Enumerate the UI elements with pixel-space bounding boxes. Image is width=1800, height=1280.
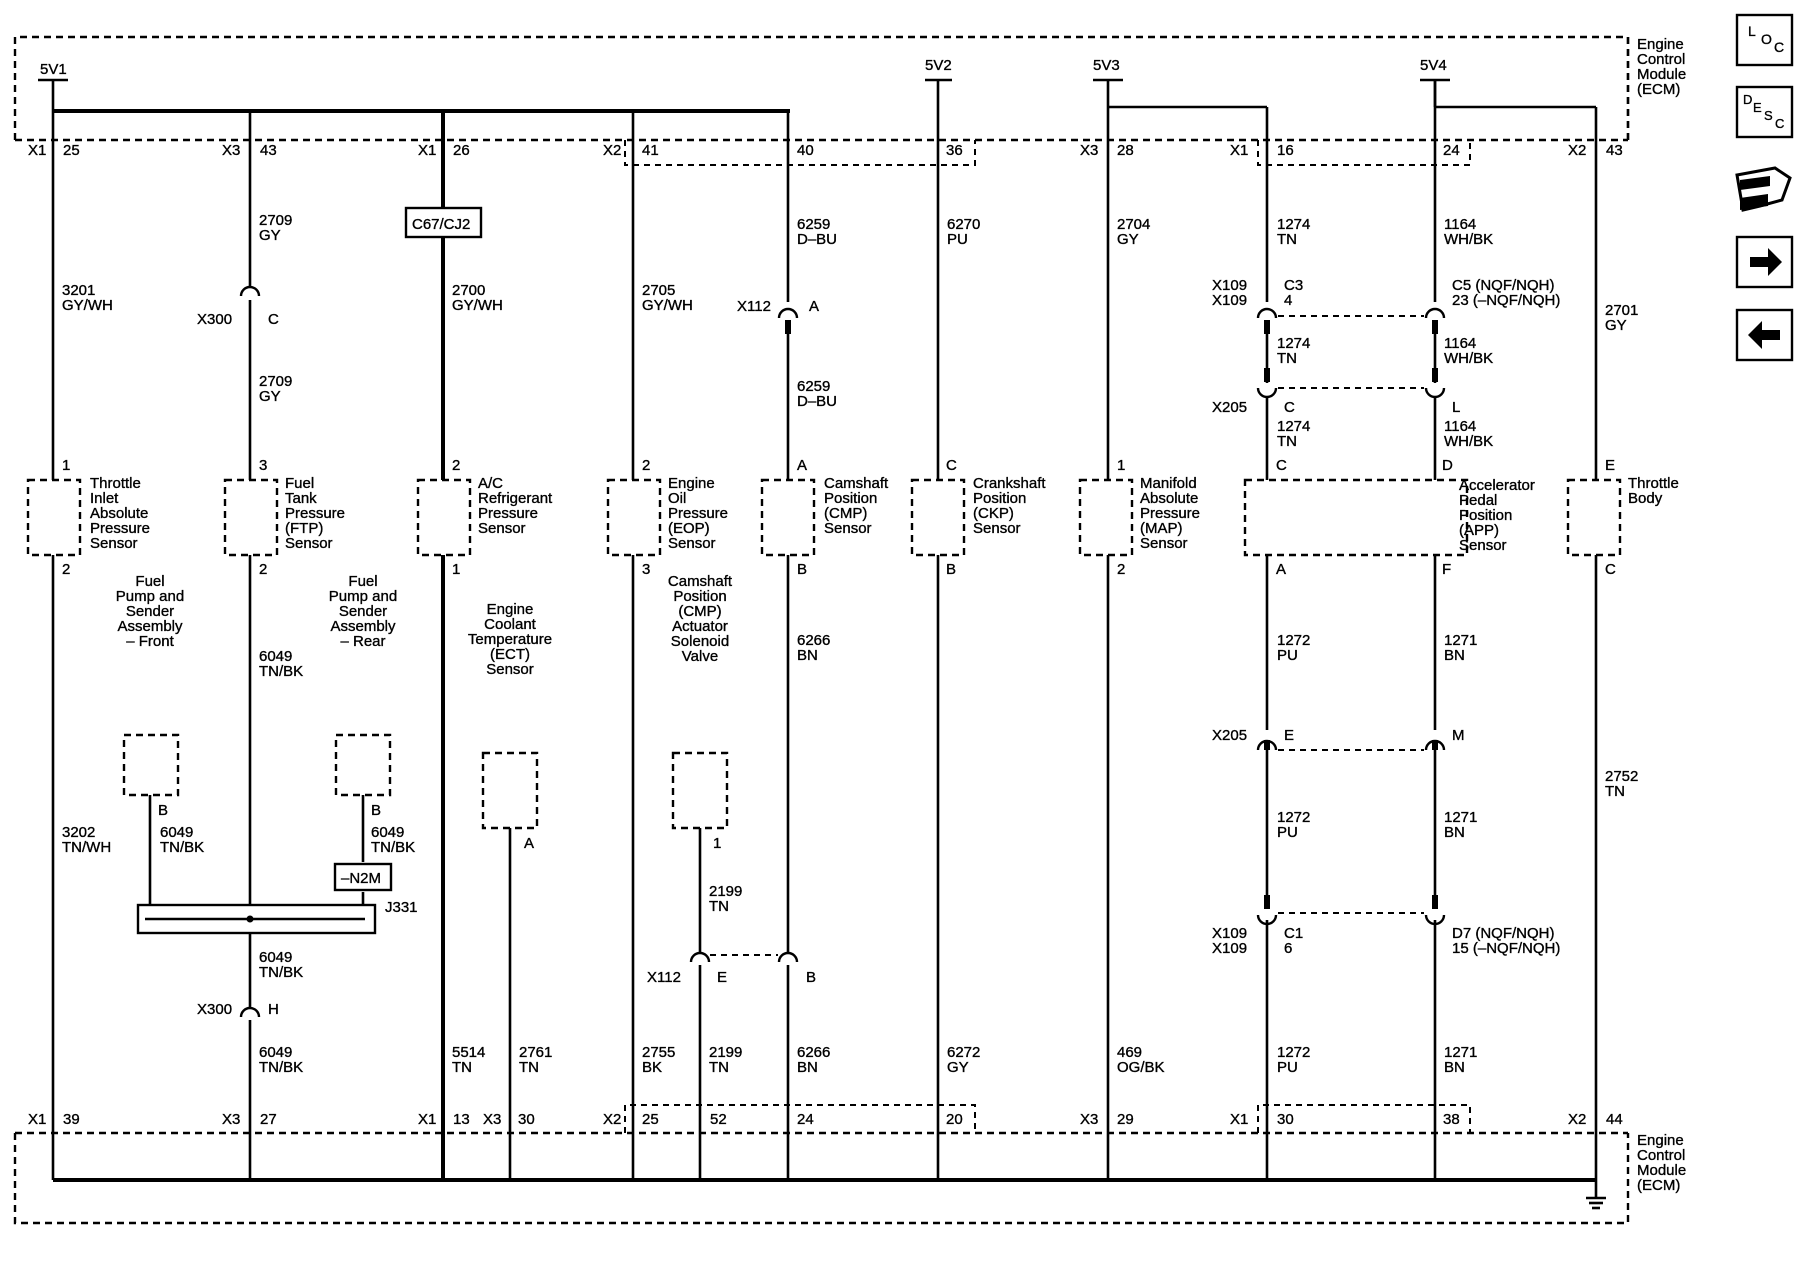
component-top-pin-7-1: D bbox=[1442, 457, 1453, 474]
bottom-pin-3: 30 bbox=[518, 1111, 535, 1128]
wire-label-29: 1271 BN bbox=[1444, 632, 1478, 664]
ecm-label-top: Engine Control Module (ECM) bbox=[1637, 36, 1687, 98]
top-conn-1: X3 bbox=[222, 142, 241, 159]
desc-button-d: D bbox=[1743, 92, 1753, 107]
wire-label-35: 2755 BK bbox=[642, 1044, 676, 1076]
top-pin-9: 43 bbox=[1606, 142, 1623, 159]
desc-button-c: C bbox=[1775, 116, 1785, 131]
wire-label-9: 1274 TN bbox=[1277, 216, 1311, 248]
wire-label-6: 6259 D–BU bbox=[797, 378, 838, 410]
bottom-conn-8: X3 bbox=[1080, 1111, 1099, 1128]
bottom-pin-1: 27 bbox=[260, 1111, 277, 1128]
bottom-conn-4: X2 bbox=[603, 1111, 622, 1128]
component-top-pin-8: E bbox=[1605, 457, 1616, 474]
connector-label-11: E bbox=[1284, 727, 1295, 744]
wire-label-26: 1272 PU bbox=[1277, 632, 1311, 664]
wire-label-0: 3201 GY/WH bbox=[62, 282, 113, 314]
splice-j331-label: J331 bbox=[385, 899, 418, 916]
component-bottom-pin-1: 2 bbox=[259, 561, 268, 578]
ecm-label-bottom: Engine Control Module (ECM) bbox=[1637, 1132, 1687, 1194]
connector-label-13: X109 X109 bbox=[1212, 925, 1248, 957]
top-pin-4: 40 bbox=[797, 142, 814, 159]
wire-label-14: 1164 WH/BK bbox=[1444, 418, 1494, 450]
wire-label-4: 2705 GY/WH bbox=[642, 282, 693, 314]
inline-connectors bbox=[241, 287, 1444, 1017]
loc-button-l: L bbox=[1748, 23, 1756, 39]
connector-label-9: L bbox=[1452, 399, 1461, 416]
component-top-pin-4: A bbox=[797, 457, 808, 474]
top-conn-3: X2 bbox=[603, 142, 622, 159]
bottom-pin-5: 52 bbox=[710, 1111, 727, 1128]
component-name-1: Fuel Tank Pressure (FTP) Sensor bbox=[285, 475, 346, 552]
component-bottom-pin-6: 2 bbox=[1117, 561, 1126, 578]
lower-component-pin-0: B bbox=[158, 802, 169, 819]
connector-label-19: E bbox=[717, 969, 728, 986]
connector-icon bbox=[1737, 168, 1790, 210]
wire-label-16: 3202 TN/WH bbox=[62, 824, 112, 856]
connector-label-5: C3 4 bbox=[1284, 277, 1304, 309]
bottom-pin-2: 13 bbox=[453, 1111, 470, 1128]
next-button[interactable] bbox=[1737, 237, 1792, 287]
bottom-conn-11: X2 bbox=[1568, 1111, 1587, 1128]
top-pin-8: 24 bbox=[1443, 142, 1460, 159]
top-pin-1: 43 bbox=[260, 142, 277, 159]
supply-rails bbox=[38, 80, 1596, 111]
bottom-pin-6: 24 bbox=[797, 1111, 814, 1128]
bottom-pin-8: 29 bbox=[1117, 1111, 1134, 1128]
loc-button[interactable] bbox=[1737, 15, 1792, 65]
option-n2m-label: –N2M bbox=[341, 870, 382, 887]
supply-5v3: 5V3 bbox=[1093, 57, 1120, 74]
lower-component-name-0: Fuel Pump and Sender Assembly – Front bbox=[115, 573, 185, 650]
wire-label-12: 1164 WH/BK bbox=[1444, 216, 1494, 248]
wire-label-22: 6266 BN bbox=[797, 632, 831, 664]
wire-label-20: 6049 TN/BK bbox=[259, 949, 304, 981]
wire-label-31: 1271 BN bbox=[1444, 1044, 1478, 1076]
bottom-pin-0: 39 bbox=[63, 1111, 80, 1128]
connector-label-14: C1 6 bbox=[1284, 925, 1304, 957]
option-c67-label: C67/CJ2 bbox=[412, 216, 471, 233]
component-top-pin-0: 1 bbox=[62, 457, 71, 474]
wire-label-37: 469 OG/BK bbox=[1117, 1044, 1165, 1076]
component-name-3: Engine Oil Pressure (EOP) Sensor bbox=[668, 475, 729, 552]
schematic-labels bbox=[28, 142, 1679, 1128]
wire-label-34: 2761 TN bbox=[519, 1044, 553, 1076]
bottom-pin-4: 25 bbox=[642, 1111, 659, 1128]
connector-label-0: X300 bbox=[197, 311, 233, 328]
previous-button[interactable] bbox=[1737, 310, 1792, 360]
connector-label-1: C bbox=[268, 311, 279, 328]
component-top-pin-2: 2 bbox=[452, 457, 461, 474]
loc-button-c: C bbox=[1774, 39, 1785, 55]
component-bottom-pin-8: C bbox=[1605, 561, 1616, 578]
bottom-conn-3: X3 bbox=[483, 1111, 502, 1128]
top-pin-6: 28 bbox=[1117, 142, 1134, 159]
desc-button[interactable] bbox=[1737, 87, 1792, 137]
lower-component-pin-1: B bbox=[371, 802, 382, 819]
lower-component-name-1: Fuel Pump and Sender Assembly – Rear bbox=[328, 573, 398, 650]
supply-5v2: 5V2 bbox=[925, 57, 952, 74]
component-top-pin-6: 1 bbox=[1117, 457, 1126, 474]
wire-label-19: 6049 TN/BK bbox=[371, 824, 416, 856]
lower-component-name-3: Camshaft Position (CMP) Actuator Solenoid Valve bbox=[667, 573, 733, 665]
component-bottom-pin-3: 3 bbox=[642, 561, 651, 578]
component-bottom-pin-7-0: A bbox=[1276, 561, 1287, 578]
connector-label-17: H bbox=[268, 1001, 279, 1018]
component-bottom-pin-7-1: F bbox=[1442, 561, 1452, 578]
component-name-5: Crankshaft Position (CKP) Sensor bbox=[973, 475, 1046, 537]
wire-label-25: 2199 TN bbox=[709, 1044, 743, 1076]
component-name-8: Throttle Body bbox=[1628, 475, 1679, 507]
top-conn-2: X1 bbox=[418, 142, 437, 159]
top-conn-7: X1 bbox=[1230, 142, 1249, 159]
lower-component-name-2: Engine Coolant Temperature (ECT) Sensor bbox=[467, 601, 553, 678]
loc-button-o: O bbox=[1761, 31, 1772, 47]
wire-label-33: 5514 TN bbox=[452, 1044, 486, 1076]
wire-label-27: 1272 PU bbox=[1277, 809, 1311, 841]
top-pin-7: 16 bbox=[1277, 142, 1294, 159]
wire-label-17: 6049 TN/BK bbox=[160, 824, 205, 856]
component-top-pin-3: 2 bbox=[642, 457, 651, 474]
wire-label-28: 1272 PU bbox=[1277, 1044, 1311, 1076]
connector-label-20: B bbox=[806, 969, 817, 986]
nav-panel bbox=[1737, 15, 1792, 360]
wire-label-36: 6272 GY bbox=[947, 1044, 981, 1076]
connector-label-6: C5 (NQF/NQH) 23 (–NQF/NQH) bbox=[1452, 277, 1561, 309]
wire-label-1: 2709 GY bbox=[259, 212, 293, 244]
wire-label-18: 6049 TN/BK bbox=[259, 648, 304, 680]
component-name-6: Manifold Absolute Pressure (MAP) Sensor bbox=[1140, 475, 1201, 552]
supply-5v1: 5V1 bbox=[40, 61, 67, 78]
connector-label-3: A bbox=[809, 298, 820, 315]
top-conn-6: X3 bbox=[1080, 142, 1099, 159]
desc-button-e: E bbox=[1753, 100, 1762, 115]
bottom-pin-10: 38 bbox=[1443, 1111, 1460, 1128]
wire-label-13: 1164 WH/BK bbox=[1444, 335, 1494, 367]
wire-label-5: 6259 D–BU bbox=[797, 216, 838, 248]
wire-label-24: 2199 TN bbox=[709, 883, 743, 915]
splice-j331 bbox=[138, 905, 375, 933]
lower-component-pin-2: A bbox=[524, 835, 535, 852]
wire-label-8: 2704 GY bbox=[1117, 216, 1151, 248]
component-bottom-pin-2: 1 bbox=[452, 561, 461, 578]
connector-label-18: X112 bbox=[647, 969, 681, 986]
connector-label-12: M bbox=[1452, 727, 1465, 744]
bottom-pin-7: 20 bbox=[946, 1111, 963, 1128]
wire-label-11: 1274 TN bbox=[1277, 418, 1311, 450]
bottom-conn-1: X3 bbox=[222, 1111, 241, 1128]
top-pin-5: 36 bbox=[946, 142, 963, 159]
wire-label-7: 6270 PU bbox=[947, 216, 981, 248]
connector-label-8: C bbox=[1284, 399, 1295, 416]
component-bottom-pin-4: B bbox=[797, 561, 808, 578]
component-top-pin-5: C bbox=[946, 457, 957, 474]
wire-label-23: 6266 BN bbox=[797, 1044, 831, 1076]
connector-label-4: X109 X109 bbox=[1212, 277, 1248, 309]
connector-label-16: X300 bbox=[197, 1001, 233, 1018]
wire-label-3: 2700 GY/WH bbox=[452, 282, 503, 314]
top-pin-0: 25 bbox=[63, 142, 80, 159]
connector-view-button[interactable] bbox=[1737, 168, 1790, 210]
wire-label-15: 2701 GY bbox=[1605, 302, 1639, 334]
bottom-pin-9: 30 bbox=[1277, 1111, 1294, 1128]
component-name-4: Camshaft Position (CMP) Sensor bbox=[824, 475, 889, 537]
component-bottom-pin-0: 2 bbox=[62, 561, 71, 578]
connector-label-7: X205 bbox=[1212, 399, 1248, 416]
component-top-pin-7-0: C bbox=[1276, 457, 1287, 474]
top-conn-9: X2 bbox=[1568, 142, 1587, 159]
supply-5v4: 5V4 bbox=[1420, 57, 1447, 74]
top-pin-3: 41 bbox=[642, 142, 659, 159]
ecm-bottom-outline bbox=[15, 1105, 1628, 1223]
lower-component-pin-3: 1 bbox=[713, 835, 722, 852]
component-bottom-pin-5: B bbox=[946, 561, 957, 578]
wire-label-2: 2709 GY bbox=[259, 373, 293, 405]
connector-label-10: X205 bbox=[1212, 727, 1248, 744]
component-name-2: A/C Refrigerant Pressure Sensor bbox=[478, 475, 553, 537]
bottom-pin-11: 44 bbox=[1606, 1111, 1623, 1128]
ecm-top-outline bbox=[15, 37, 1628, 165]
connector-label-15: D7 (NQF/NQH) 15 (–NQF/NQH) bbox=[1452, 925, 1561, 957]
top-pin-2: 26 bbox=[453, 142, 470, 159]
top-conn-0: X1 bbox=[28, 142, 47, 159]
connector-label-2: X112 bbox=[737, 298, 771, 315]
bottom-conn-9: X1 bbox=[1230, 1111, 1249, 1128]
wire-label-32: 2752 TN bbox=[1605, 768, 1639, 800]
wire-label-21: 6049 TN/BK bbox=[259, 1044, 304, 1076]
bottom-conn-2: X1 bbox=[418, 1111, 437, 1128]
wire-label-30: 1271 BN bbox=[1444, 809, 1478, 841]
wire-label-10: 1274 TN bbox=[1277, 335, 1311, 367]
desc-button-s: S bbox=[1764, 108, 1773, 123]
component-name-0: Throttle Inlet Absolute Pressure Sensor bbox=[90, 475, 151, 552]
component-top-pin-1: 3 bbox=[259, 457, 268, 474]
component-name-7: Accelerator Pedal Position (APP) Sensor bbox=[1459, 477, 1535, 554]
bottom-conn-0: X1 bbox=[28, 1111, 47, 1128]
